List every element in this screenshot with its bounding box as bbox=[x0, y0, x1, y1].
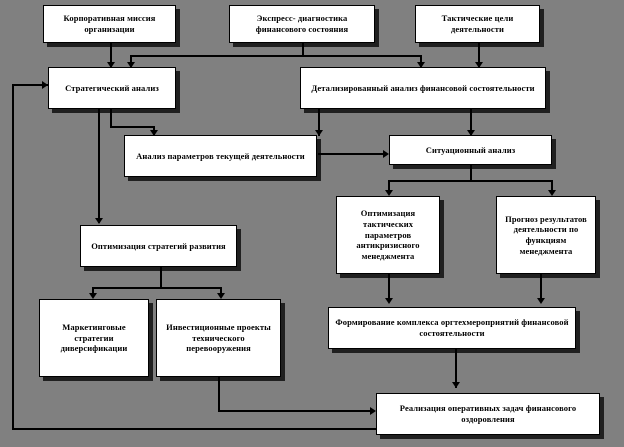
node-measures-complex[interactable]: Формирование комплекса оргтехмероприятий финансовой состоятельности bbox=[328, 307, 576, 349]
node-results-forecast[interactable]: Прогноз результатов деятельности по функциям менеджмента bbox=[496, 196, 596, 274]
edge bbox=[302, 42, 304, 56]
node-operational-tasks[interactable]: Реализация оперативных задач финансового оздоровления bbox=[376, 393, 600, 435]
node-current-activity-parameters[interactable]: Анализ параметров текущей деятельности bbox=[124, 135, 317, 177]
edge bbox=[12, 84, 14, 430]
edge bbox=[318, 153, 386, 155]
edge bbox=[110, 126, 155, 128]
edge bbox=[218, 410, 374, 412]
edge bbox=[98, 108, 100, 223]
edge bbox=[218, 376, 220, 412]
node-tactical-optimization[interactable]: Оптимизация тактических параметров антикризисного менеджмента bbox=[336, 196, 440, 274]
edge bbox=[92, 287, 222, 289]
edge bbox=[110, 108, 112, 128]
edge bbox=[388, 180, 553, 182]
node-marketing-strategies[interactable]: Маркетинговые стратегии диверсификации bbox=[39, 299, 149, 377]
arrow-icon bbox=[452, 382, 460, 388]
arrow-icon bbox=[385, 298, 393, 304]
arrow-icon bbox=[537, 298, 545, 304]
edge bbox=[470, 165, 472, 181]
edge bbox=[160, 266, 162, 288]
node-corporate-mission[interactable]: Корпоративная миссия организации bbox=[43, 5, 176, 43]
node-express-diagnostics[interactable]: Экспресс- диагностика финансового состояния bbox=[229, 5, 375, 43]
node-tactical-goals[interactable]: Тактические цели деятельности bbox=[415, 5, 540, 43]
edge bbox=[12, 428, 382, 430]
edge bbox=[302, 55, 422, 57]
edge bbox=[130, 55, 304, 57]
node-strategy-optimization[interactable]: Оптимизация стратегий развития bbox=[80, 225, 237, 267]
node-detailed-analysis[interactable]: Детализированный анализ финансовой состоятельности bbox=[300, 67, 546, 109]
node-situational-analysis[interactable]: Ситуационный анализ bbox=[389, 135, 552, 165]
node-strategic-analysis[interactable]: Стратегический анализ bbox=[48, 67, 176, 109]
arrow-icon bbox=[95, 218, 103, 224]
node-investment-projects[interactable]: Инвестиционные проекты технического перевооружения bbox=[156, 299, 281, 377]
